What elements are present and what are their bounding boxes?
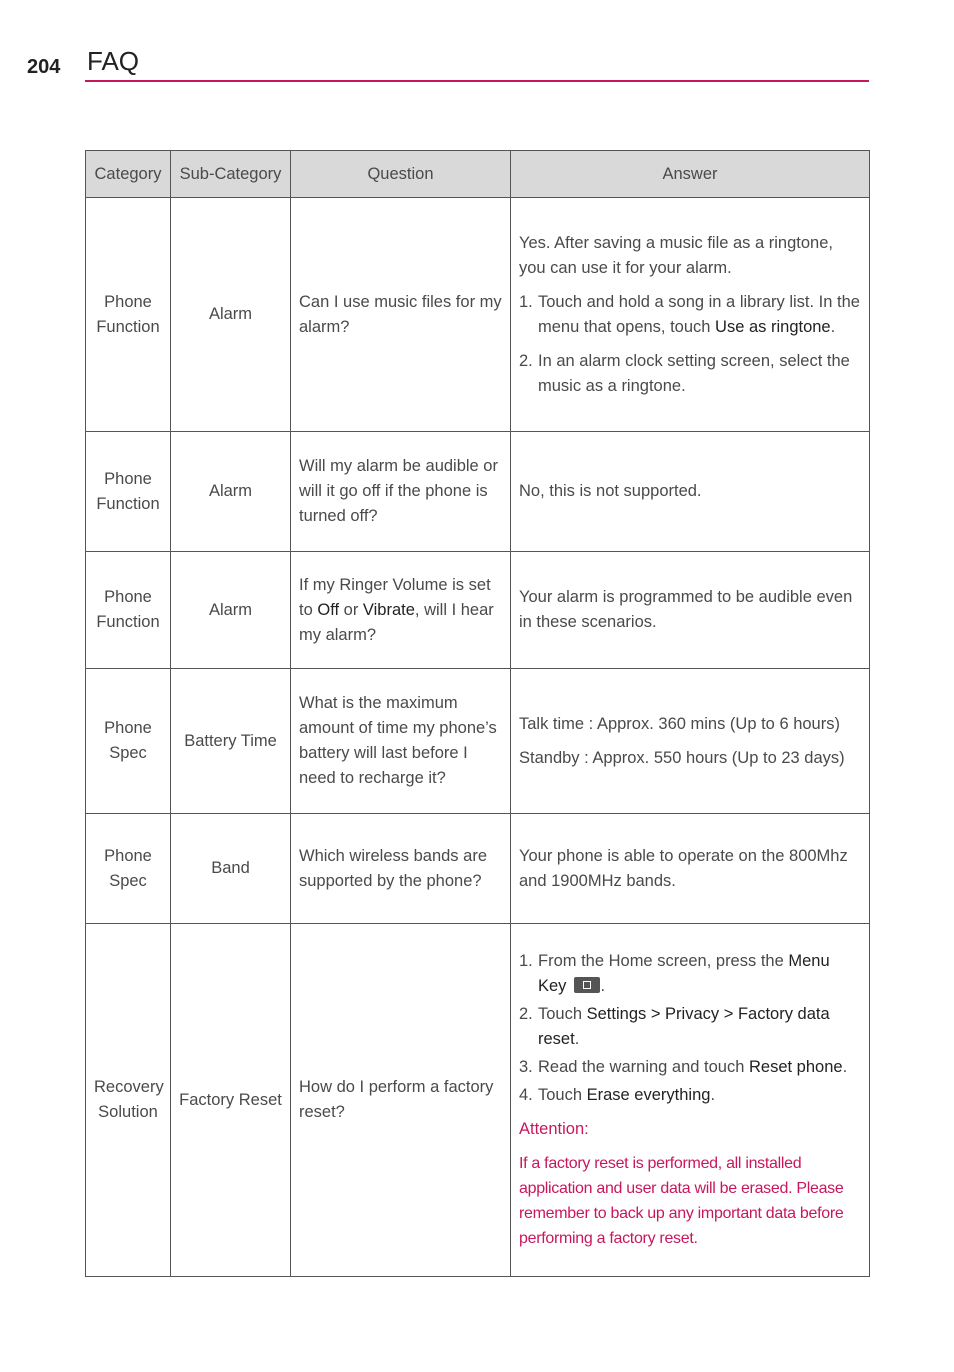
table-row [86, 198, 870, 432]
category-cell: Phone Function [86, 552, 171, 669]
category-cell: Phone Spec [86, 814, 171, 924]
menu-key-icon [574, 977, 600, 993]
list-item: 4. Touch Erase everything. [519, 1086, 716, 1104]
table-row [86, 552, 870, 669]
answer-cell: Your alarm is programmed to be audible even in these scenarios. [511, 552, 870, 669]
attention-body: If a factory reset is performed, all installed application and user data will be erased. Please remember to back up any important data before performing a factory reset. [519, 1155, 844, 1247]
table-row [86, 814, 870, 924]
page-title: FAQ [87, 46, 140, 76]
list-item: 3. Read the warning and touch Reset phone. [519, 1058, 848, 1076]
list-item: 2. Touch Settings > Privacy > Factory data reset. [519, 1005, 830, 1048]
question-cell: Can I use music files for my alarm? [291, 198, 511, 432]
list-item: 1. From the Home screen, press the Menu Key . [519, 952, 830, 995]
column-header-subcategory: Sub-Category [171, 151, 291, 198]
column-header-answer: Answer [511, 151, 870, 198]
answer-cell: No, this is not supported. [511, 432, 870, 552]
subcategory-cell: Alarm [171, 432, 291, 552]
table-row [86, 432, 870, 552]
table-row [86, 669, 870, 814]
column-header-category: Category [86, 151, 171, 198]
subcategory-cell: Alarm [171, 198, 291, 432]
table-header-row [86, 151, 870, 198]
question-cell: Will my alarm be audible or will it go off if the phone is turned off? [291, 432, 511, 552]
subcategory-cell: Band [171, 814, 291, 924]
subcategory-cell: Battery Time [171, 669, 291, 814]
question-cell: What is the maximum amount of time my phone’s battery will last before I need to recharge it? [291, 669, 511, 814]
list-item: 2. In an alarm clock setting screen, select the music as a ringtone. [519, 351, 850, 395]
answer-cell [511, 924, 870, 1277]
answer-cell: Your phone is able to operate on the 800Mhz and 1900MHz bands. [511, 814, 870, 924]
answer-steps [519, 949, 861, 1108]
column-header-question: Question [291, 151, 511, 198]
question-cell: Which wireless bands are supported by the phone? [291, 814, 511, 924]
answer-steps [519, 290, 861, 399]
subcategory-cell: Alarm [171, 552, 291, 669]
category-cell: Phone Function [86, 432, 171, 552]
title-rule [85, 80, 869, 82]
faq-table [85, 150, 870, 1277]
list-item: 1. Touch and hold a song in a library list. In the menu that opens, touch Use as ringtone. [519, 292, 860, 336]
page-number: 204 [27, 56, 61, 78]
answer-cell: Yes. After saving a music file as a ringtone, you can use it for your alarm. 1. Touch and hold a song in a library list. In the menu that opens, touch Use as ringtone. 2. In an alarm clock setting screen, select the music as a ringtone. [511, 198, 870, 432]
attention-title: Attention: [519, 1120, 589, 1138]
category-cell: Phone Spec [86, 669, 171, 814]
question-cell: If my Ringer Volume is set to Off or Vibrate, will I hear my alarm? [291, 552, 511, 669]
table-row [86, 924, 870, 1277]
answer-cell: Talk time : Approx. 360 mins (Up to 6 hours) Standby : Approx. 550 hours (Up to 23 days) [511, 669, 870, 814]
subcategory-cell: Factory Reset [171, 924, 291, 1277]
category-cell: Recovery Solution [86, 924, 171, 1277]
question-cell: How do I perform a factory reset? [291, 924, 511, 1277]
category-cell: Phone Function [86, 198, 171, 432]
